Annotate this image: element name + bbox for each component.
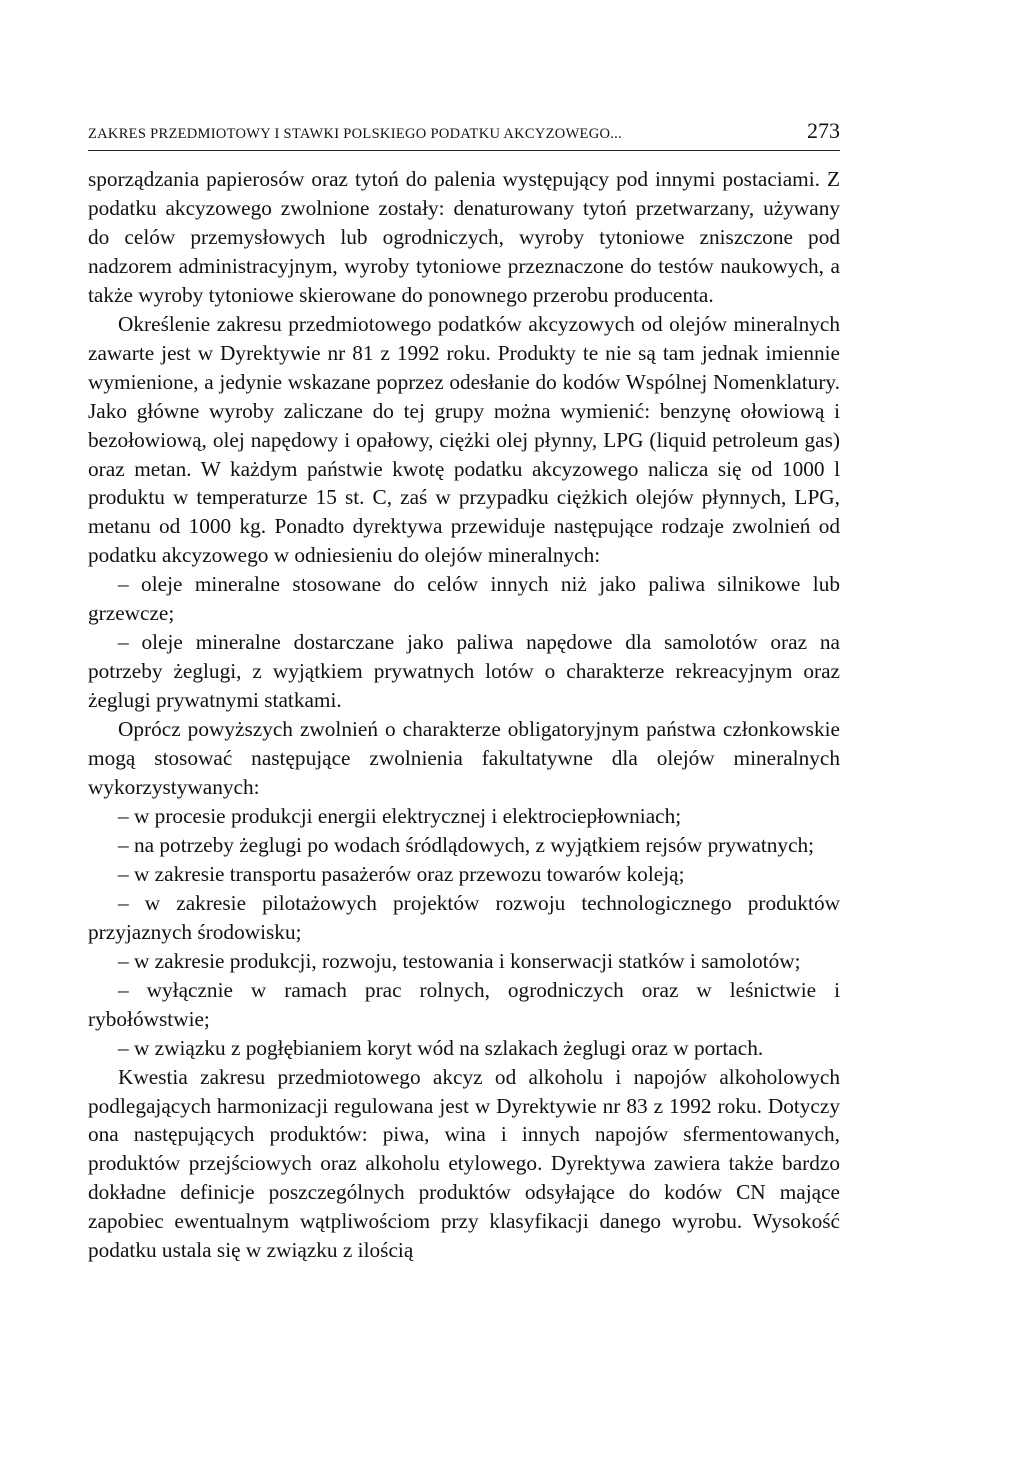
list-item: – oleje mineralne dostarczane jako paliwa napędowe dla samolotów oraz na potrzeby żeglugi, z wyjątkiem prywatnych lotów o charakterze rekreacyjnym oraz żeglugi prywatnymi statkami. xyxy=(88,630,840,713)
list-item: – w zakresie pilotażowych projektów rozwoju technologicznego produktów przyjaznych środowisku; xyxy=(88,890,840,944)
list-item: – w związku z pogłębianiem koryt wód na szlakach żeglugi oraz w portach. xyxy=(118,1035,764,1060)
running-header xyxy=(88,118,840,151)
paragraph: Oprócz powyższych zwolnień o charakterze obligatoryjnym państwa członkowskie mogą stosować następujące zwolnienia fakultatywne dla olejów mineralnych wykorzystywanych: xyxy=(88,717,840,800)
paragraph: Określenie zakresu przedmiotowego podatków akcyzowych od olejów mineralnych zawarte jest w Dyrektywie nr 81 z 1992 roku. Produkty te nie są tam jednak imiennie wymienione, a jedynie wskazane poprzez odesłanie do kodów Wspólnej Nomenklatury. Jako główne wyroby zaliczane do tej grupy można wymienić: benzynę ołowiową i bezołowiową, olej napędowy i opałowy, ciężki olej płynny, LPG (liquid petroleum gas) oraz metan. W każdym państwie kwotę podatku akcyzowego nalicza się od 1000 l produktu w temperaturze 15 st. C, zaś w przypadku ciężkich olejów płynnych, LPG, metanu od 1000 kg. Ponadto dyrektywa przewiduje następujące rodzaje zwolnień od podatku akcyzowego w odniesieniu do olejów mineralnych: xyxy=(88,311,840,568)
list-item: – w procesie produkcji energii elektrycznej i elektrociepłowniach; xyxy=(118,803,682,828)
running-title: ZAKRES PRZEDMIOTOWY I STAWKI POLSKIEGO PODATKU AKCYZOWEGO... xyxy=(88,126,623,142)
paragraph: sporządzania papierosów oraz tytoń do palenia występujący pod innymi postaciami. Z podatku akcyzowego zwolnione zostały: denaturowany tytoń przetwarzany, używany do celów przemysłowych lub ogrodniczych, wyroby tytoniowe zniszczone pod nadzorem administracyjnym, wyroby tytoniowe przeznaczone do testów naukowych, a także wyroby tytoniowe skierowane do ponownego przerobu producenta. xyxy=(88,167,840,307)
list-item: – w zakresie produkcji, rozwoju, testowania i konserwacji statków i samolotów; xyxy=(118,948,801,973)
page-number: 273 xyxy=(807,118,840,143)
body-text xyxy=(88,165,840,1265)
list-item: – w zakresie transportu pasażerów oraz przewozu towarów koleją; xyxy=(118,861,685,886)
list-item: – oleje mineralne stosowane do celów innych niż jako paliwa silnikowe lub grzewcze; xyxy=(88,572,840,626)
book-page xyxy=(88,118,840,1265)
paragraph: Kwestia zakresu przedmiotowego akcyz od alkoholu i napojów alkoholowych podlegających harmonizacji regulowana jest w Dyrektywie nr 83 z 1992 roku. Dotyczy ona następujących produktów: piwa, wina i innych napojów sfermentowanych, produktów przejściowych oraz alkoholu etylowego. Dyrektywa zawiera także bardzo dokładne definicje poszczególnych produktów odsyłające do kodów CN mające zapobiec ewentualnym wątpliwościom przy klasyfikacji danego wyrobu. Wysokość podatku ustala się w związku z ilością xyxy=(88,1064,840,1263)
list-item: – na potrzeby żeglugi po wodach śródlądowych, z wyjątkiem rejsów prywatnych; xyxy=(118,832,815,857)
list-item: – wyłącznie w ramach prac rolnych, ogrodniczych oraz w leśnictwie i rybołówstwie; xyxy=(88,977,840,1031)
